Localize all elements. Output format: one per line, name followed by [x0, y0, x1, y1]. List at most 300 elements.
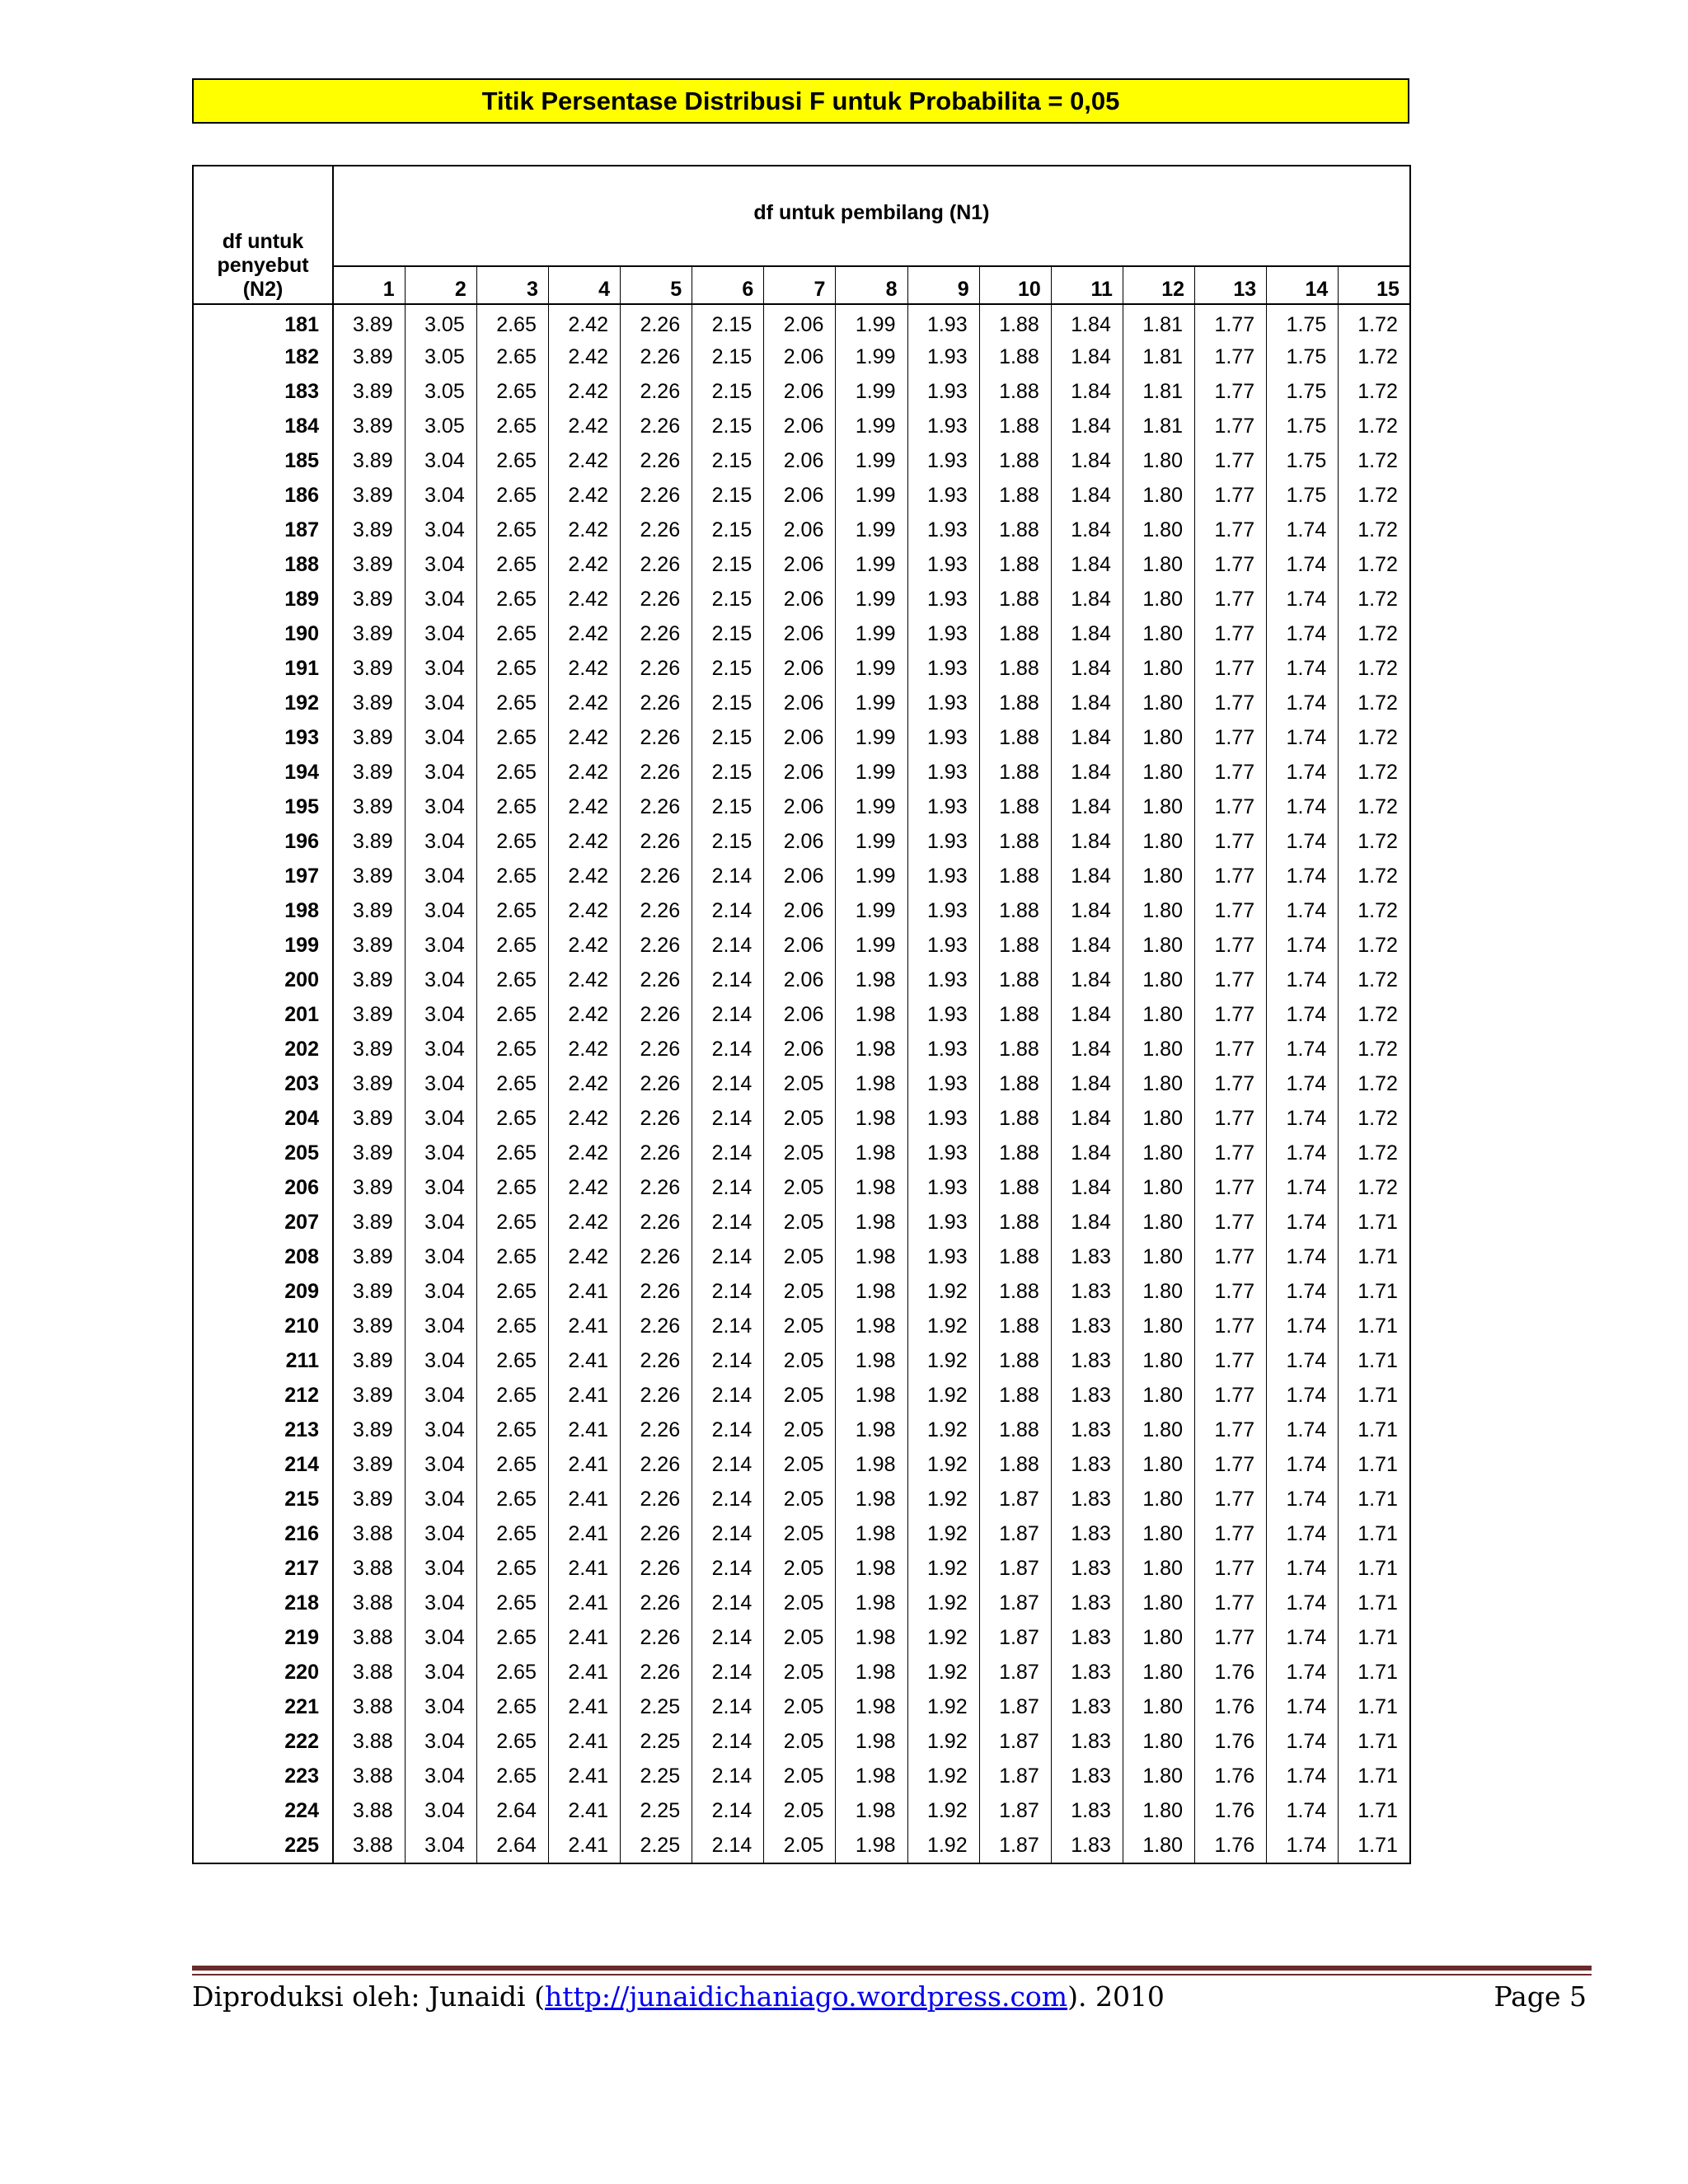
table-cell: 1.77	[1195, 1378, 1267, 1413]
table-cell: 2.41	[548, 1447, 620, 1482]
row-label: 222	[193, 1724, 333, 1759]
table-cell: 2.14	[692, 1655, 764, 1690]
table-cell: 1.80	[1123, 1759, 1194, 1793]
table-cell: 1.93	[907, 340, 979, 374]
table-cell: 3.88	[333, 1516, 405, 1551]
table-cell: 3.89	[333, 478, 405, 513]
table-cell: 1.80	[1123, 651, 1194, 686]
table-row	[193, 513, 1410, 547]
table-cell: 1.99	[836, 374, 907, 409]
table-cell: 1.92	[907, 1516, 979, 1551]
row-label: 191	[193, 651, 333, 686]
table-cell: 2.26	[621, 790, 692, 824]
table-cell: 1.88	[979, 513, 1051, 547]
table-cell: 2.06	[764, 859, 836, 893]
table-cell: 2.25	[621, 1828, 692, 1863]
n2-header	[193, 166, 333, 304]
table-row	[193, 1447, 1410, 1482]
table-cell: 1.77	[1195, 1274, 1267, 1309]
table-cell: 1.84	[1051, 547, 1123, 582]
table-cell: 3.89	[333, 1205, 405, 1240]
table-cell: 2.14	[692, 1170, 764, 1205]
table-cell: 1.88	[979, 443, 1051, 478]
table-cell: 1.74	[1267, 1378, 1339, 1413]
column-number-row	[193, 266, 1410, 304]
table-cell: 2.65	[476, 790, 548, 824]
table-cell: 2.42	[548, 1136, 620, 1170]
table-cell: 1.88	[979, 1413, 1051, 1447]
table-row	[193, 1101, 1410, 1136]
table-cell: 2.14	[692, 1793, 764, 1828]
table-cell: 1.72	[1339, 651, 1410, 686]
table-cell: 1.93	[907, 651, 979, 686]
table-cell: 2.05	[764, 1205, 836, 1240]
table-cell: 2.26	[621, 1309, 692, 1343]
row-label: 224	[193, 1793, 333, 1828]
table-cell: 2.65	[476, 340, 548, 374]
column-header-1: 1	[333, 266, 405, 304]
table-cell: 1.99	[836, 582, 907, 616]
table-cell: 1.84	[1051, 616, 1123, 651]
table-cell: 2.42	[548, 1066, 620, 1101]
table-cell: 1.71	[1339, 1240, 1410, 1274]
table-cell: 1.77	[1195, 997, 1267, 1032]
table-cell: 2.06	[764, 478, 836, 513]
table-cell: 1.81	[1123, 374, 1194, 409]
table-row	[193, 1378, 1410, 1413]
table-cell: 1.93	[907, 443, 979, 478]
table-cell: 1.80	[1123, 1690, 1194, 1724]
table-cell: 1.77	[1195, 1066, 1267, 1101]
table-cell: 1.92	[907, 1378, 979, 1413]
table-cell: 3.89	[333, 1240, 405, 1274]
table-cell: 2.06	[764, 963, 836, 997]
table-cell: 1.72	[1339, 513, 1410, 547]
table-cell: 2.65	[476, 859, 548, 893]
table-row	[193, 651, 1410, 686]
table-cell: 1.80	[1123, 997, 1194, 1032]
table-cell: 3.05	[405, 304, 476, 340]
table-cell: 1.99	[836, 720, 907, 755]
table-cell: 1.80	[1123, 1828, 1194, 1863]
table-cell: 1.88	[979, 1032, 1051, 1066]
table-row	[193, 1032, 1410, 1066]
table-cell: 2.64	[476, 1828, 548, 1863]
table-cell: 1.71	[1339, 1724, 1410, 1759]
column-header-7: 7	[764, 266, 836, 304]
table-cell: 1.92	[907, 1586, 979, 1620]
table-cell: 1.98	[836, 1793, 907, 1828]
n1-header: df untuk pembilang (N1)	[333, 166, 1410, 266]
table-cell: 1.87	[979, 1620, 1051, 1655]
table-cell: 3.04	[405, 997, 476, 1032]
table-cell: 3.04	[405, 1620, 476, 1655]
table-cell: 2.42	[548, 720, 620, 755]
table-cell: 2.05	[764, 1101, 836, 1136]
table-cell: 1.77	[1195, 1516, 1267, 1551]
row-label: 199	[193, 928, 333, 963]
table-cell: 2.26	[621, 1101, 692, 1136]
table-cell: 1.88	[979, 340, 1051, 374]
table-cell: 1.71	[1339, 1413, 1410, 1447]
table-cell: 3.04	[405, 1066, 476, 1101]
table-cell: 1.93	[907, 824, 979, 859]
table-cell: 1.80	[1123, 1378, 1194, 1413]
table-cell: 1.98	[836, 1447, 907, 1482]
row-label: 208	[193, 1240, 333, 1274]
table-cell: 2.26	[621, 1586, 692, 1620]
table-cell: 2.14	[692, 1724, 764, 1759]
table-cell: 2.65	[476, 1551, 548, 1586]
table-cell: 2.26	[621, 1274, 692, 1309]
table-cell: 1.72	[1339, 340, 1410, 374]
table-cell: 2.05	[764, 1378, 836, 1413]
table-cell: 2.65	[476, 893, 548, 928]
table-cell: 1.74	[1267, 1205, 1339, 1240]
table-cell: 3.04	[405, 1101, 476, 1136]
table-cell: 1.83	[1051, 1447, 1123, 1482]
table-cell: 3.04	[405, 1724, 476, 1759]
table-cell: 1.93	[907, 409, 979, 443]
table-cell: 1.92	[907, 1343, 979, 1378]
table-cell: 1.71	[1339, 1655, 1410, 1690]
table-cell: 1.72	[1339, 859, 1410, 893]
table-cell: 1.77	[1195, 1136, 1267, 1170]
table-cell: 1.83	[1051, 1724, 1123, 1759]
table-row	[193, 547, 1410, 582]
table-cell: 2.15	[692, 651, 764, 686]
table-cell: 2.41	[548, 1343, 620, 1378]
table-cell: 3.04	[405, 893, 476, 928]
table-cell: 2.26	[621, 824, 692, 859]
table-cell: 1.84	[1051, 1136, 1123, 1170]
table-cell: 1.87	[979, 1655, 1051, 1690]
table-cell: 2.05	[764, 1516, 836, 1551]
table-row	[193, 1066, 1410, 1101]
table-cell: 2.42	[548, 651, 620, 686]
table-cell: 2.41	[548, 1378, 620, 1413]
table-cell: 1.93	[907, 893, 979, 928]
table-cell: 1.80	[1123, 1516, 1194, 1551]
table-cell: 1.72	[1339, 893, 1410, 928]
table-cell: 2.65	[476, 720, 548, 755]
table-cell: 3.89	[333, 1413, 405, 1447]
table-cell: 2.25	[621, 1793, 692, 1828]
table-cell: 1.72	[1339, 824, 1410, 859]
row-label: 216	[193, 1516, 333, 1551]
table-cell: 1.74	[1267, 893, 1339, 928]
table-cell: 1.72	[1339, 686, 1410, 720]
table-cell: 1.93	[907, 616, 979, 651]
table-cell: 1.75	[1267, 443, 1339, 478]
table-cell: 1.98	[836, 1620, 907, 1655]
table-cell: 1.77	[1195, 755, 1267, 790]
row-label: 198	[193, 893, 333, 928]
table-cell: 1.98	[836, 1586, 907, 1620]
table-cell: 3.04	[405, 1828, 476, 1863]
page-title: Titik Persentase Distribusi F untuk Probabilita = 0,05	[192, 78, 1409, 124]
table-cell: 1.71	[1339, 1551, 1410, 1586]
table-cell: 2.26	[621, 513, 692, 547]
table-cell: 3.88	[333, 1828, 405, 1863]
table-cell: 2.05	[764, 1170, 836, 1205]
table-cell: 3.89	[333, 1032, 405, 1066]
table-cell: 1.83	[1051, 1240, 1123, 1274]
table-row	[193, 824, 1410, 859]
table-cell: 3.89	[333, 409, 405, 443]
table-cell: 2.41	[548, 1620, 620, 1655]
table-cell: 3.04	[405, 755, 476, 790]
table-cell: 3.89	[333, 686, 405, 720]
table-cell: 1.88	[979, 824, 1051, 859]
table-cell: 2.26	[621, 1620, 692, 1655]
table-cell: 1.98	[836, 1378, 907, 1413]
table-cell: 2.05	[764, 1240, 836, 1274]
table-cell: 1.84	[1051, 443, 1123, 478]
table-cell: 3.89	[333, 340, 405, 374]
table-cell: 1.80	[1123, 616, 1194, 651]
table-cell: 1.84	[1051, 1032, 1123, 1066]
table-cell: 2.14	[692, 1620, 764, 1655]
table-cell: 1.84	[1051, 1170, 1123, 1205]
table-cell: 1.83	[1051, 1759, 1123, 1793]
table-cell: 2.15	[692, 616, 764, 651]
table-cell: 1.74	[1267, 686, 1339, 720]
table-cell: 1.80	[1123, 1170, 1194, 1205]
table-cell: 1.88	[979, 478, 1051, 513]
table-cell: 1.77	[1195, 824, 1267, 859]
table-cell: 1.77	[1195, 1032, 1267, 1066]
table-cell: 1.76	[1195, 1828, 1267, 1863]
table-cell: 3.89	[333, 513, 405, 547]
table-cell: 2.25	[621, 1759, 692, 1793]
table-cell: 2.42	[548, 1101, 620, 1136]
table-cell: 1.93	[907, 1066, 979, 1101]
table-cell: 1.71	[1339, 1482, 1410, 1516]
table-cell: 1.77	[1195, 1170, 1267, 1205]
row-label: 211	[193, 1343, 333, 1378]
table-cell: 1.80	[1123, 1240, 1194, 1274]
table-row	[193, 963, 1410, 997]
footer-link[interactable]: http://junaidichaniago.wordpress.com	[544, 1980, 1068, 2013]
table-cell: 2.65	[476, 755, 548, 790]
table-cell: 1.84	[1051, 409, 1123, 443]
column-header-15: 15	[1339, 266, 1410, 304]
table-cell: 2.05	[764, 1690, 836, 1724]
table-row	[193, 790, 1410, 824]
table-cell: 1.83	[1051, 1516, 1123, 1551]
table-cell: 3.89	[333, 1170, 405, 1205]
table-cell: 3.89	[333, 928, 405, 963]
table-cell: 1.75	[1267, 374, 1339, 409]
table-cell: 2.06	[764, 720, 836, 755]
table-cell: 2.05	[764, 1620, 836, 1655]
table-cell: 3.05	[405, 374, 476, 409]
table-cell: 1.77	[1195, 616, 1267, 651]
table-cell: 1.88	[979, 859, 1051, 893]
table-cell: 2.41	[548, 1793, 620, 1828]
table-cell: 1.77	[1195, 1343, 1267, 1378]
table-cell: 1.74	[1267, 1586, 1339, 1620]
row-label: 183	[193, 374, 333, 409]
table-cell: 1.80	[1123, 513, 1194, 547]
table-cell: 1.99	[836, 859, 907, 893]
table-cell: 1.72	[1339, 374, 1410, 409]
table-cell: 3.04	[405, 1793, 476, 1828]
table-cell: 1.80	[1123, 1482, 1194, 1516]
table-cell: 1.74	[1267, 1690, 1339, 1724]
table-cell: 1.98	[836, 1828, 907, 1863]
table-cell: 1.99	[836, 790, 907, 824]
row-label: 184	[193, 409, 333, 443]
row-label: 185	[193, 443, 333, 478]
table-cell: 2.15	[692, 409, 764, 443]
table-cell: 3.04	[405, 1274, 476, 1309]
row-label: 212	[193, 1378, 333, 1413]
table-cell: 2.26	[621, 582, 692, 616]
table-cell: 3.89	[333, 997, 405, 1032]
table-cell: 2.26	[621, 651, 692, 686]
table-cell: 1.80	[1123, 1066, 1194, 1101]
table-cell: 2.14	[692, 1309, 764, 1343]
table-cell: 2.14	[692, 997, 764, 1032]
table-cell: 1.80	[1123, 582, 1194, 616]
table-cell: 2.26	[621, 547, 692, 582]
table-cell: 2.65	[476, 1309, 548, 1343]
table-cell: 2.65	[476, 997, 548, 1032]
table-row	[193, 755, 1410, 790]
table-cell: 2.14	[692, 1205, 764, 1240]
table-cell: 1.74	[1267, 824, 1339, 859]
table-cell: 2.65	[476, 651, 548, 686]
table-cell: 2.41	[548, 1690, 620, 1724]
table-cell: 1.87	[979, 1586, 1051, 1620]
table-cell: 1.80	[1123, 1413, 1194, 1447]
table-row	[193, 1724, 1410, 1759]
table-row	[193, 340, 1410, 374]
table-cell: 1.80	[1123, 1101, 1194, 1136]
table-cell: 1.99	[836, 893, 907, 928]
table-cell: 1.80	[1123, 547, 1194, 582]
table-cell: 1.74	[1267, 859, 1339, 893]
table-cell: 1.76	[1195, 1759, 1267, 1793]
table-row	[193, 616, 1410, 651]
table-cell: 2.41	[548, 1413, 620, 1447]
column-header-12: 12	[1123, 266, 1194, 304]
table-cell: 1.84	[1051, 755, 1123, 790]
table-cell: 1.83	[1051, 1274, 1123, 1309]
table-cell: 1.93	[907, 547, 979, 582]
table-cell: 1.88	[979, 651, 1051, 686]
table-cell: 2.26	[621, 1378, 692, 1413]
table-cell: 1.77	[1195, 409, 1267, 443]
table-cell: 1.77	[1195, 340, 1267, 374]
table-cell: 2.06	[764, 616, 836, 651]
table-cell: 2.06	[764, 755, 836, 790]
table-cell: 1.71	[1339, 1759, 1410, 1793]
table-cell: 2.06	[764, 686, 836, 720]
table-cell: 1.84	[1051, 304, 1123, 340]
table-cell: 3.04	[405, 963, 476, 997]
table-row	[193, 686, 1410, 720]
table-cell: 1.74	[1267, 1136, 1339, 1170]
footer-credit	[192, 1980, 1165, 2013]
table-cell: 3.89	[333, 859, 405, 893]
table-cell: 1.76	[1195, 1655, 1267, 1690]
table-cell: 2.05	[764, 1447, 836, 1482]
table-cell: 1.84	[1051, 478, 1123, 513]
table-cell: 1.83	[1051, 1482, 1123, 1516]
row-label: 182	[193, 340, 333, 374]
table-cell: 1.88	[979, 616, 1051, 651]
table-cell: 2.41	[548, 1759, 620, 1793]
table-row	[193, 478, 1410, 513]
table-cell: 1.77	[1195, 547, 1267, 582]
table-cell: 1.88	[979, 997, 1051, 1032]
row-label: 186	[193, 478, 333, 513]
table-cell: 1.77	[1195, 1413, 1267, 1447]
table-cell: 2.06	[764, 304, 836, 340]
column-header-8: 8	[836, 266, 907, 304]
table-cell: 2.42	[548, 547, 620, 582]
table-cell: 2.65	[476, 1447, 548, 1482]
table-cell: 1.71	[1339, 1586, 1410, 1620]
table-cell: 1.98	[836, 1309, 907, 1343]
table-cell: 1.84	[1051, 651, 1123, 686]
table-cell: 1.93	[907, 859, 979, 893]
table-cell: 1.74	[1267, 1413, 1339, 1447]
table-cell: 2.05	[764, 1655, 836, 1690]
table-cell: 1.80	[1123, 859, 1194, 893]
table-cell: 1.77	[1195, 1482, 1267, 1516]
row-label: 200	[193, 963, 333, 997]
table-cell: 1.72	[1339, 1032, 1410, 1066]
table-cell: 2.26	[621, 1516, 692, 1551]
table-cell: 1.99	[836, 616, 907, 651]
table-cell: 1.76	[1195, 1724, 1267, 1759]
table-cell: 2.06	[764, 409, 836, 443]
table-cell: 1.83	[1051, 1828, 1123, 1863]
table-cell: 2.42	[548, 374, 620, 409]
table-cell: 1.93	[907, 1032, 979, 1066]
table-cell: 1.87	[979, 1793, 1051, 1828]
table-cell: 1.75	[1267, 304, 1339, 340]
table-cell: 1.87	[979, 1482, 1051, 1516]
table-cell: 1.77	[1195, 1620, 1267, 1655]
table-row	[193, 1240, 1410, 1274]
table-cell: 2.65	[476, 963, 548, 997]
table-cell: 2.65	[476, 409, 548, 443]
table-cell: 2.15	[692, 686, 764, 720]
table-cell: 1.72	[1339, 997, 1410, 1032]
table-cell: 2.15	[692, 478, 764, 513]
footer-prefix: Diproduksi oleh: Junaidi (	[192, 1980, 545, 2013]
row-label: 188	[193, 547, 333, 582]
table-cell: 3.89	[333, 824, 405, 859]
table-cell: 2.64	[476, 1793, 548, 1828]
table-cell: 2.15	[692, 582, 764, 616]
table-cell: 1.74	[1267, 1066, 1339, 1101]
table-cell: 1.83	[1051, 1690, 1123, 1724]
table-cell: 3.89	[333, 1274, 405, 1309]
table-cell: 1.84	[1051, 963, 1123, 997]
table-cell: 1.80	[1123, 1447, 1194, 1482]
table-cell: 2.26	[621, 686, 692, 720]
table-cell: 1.88	[979, 409, 1051, 443]
table-cell: 3.89	[333, 374, 405, 409]
table-cell: 3.88	[333, 1620, 405, 1655]
page-number: Page 5	[1493, 1980, 1587, 2013]
